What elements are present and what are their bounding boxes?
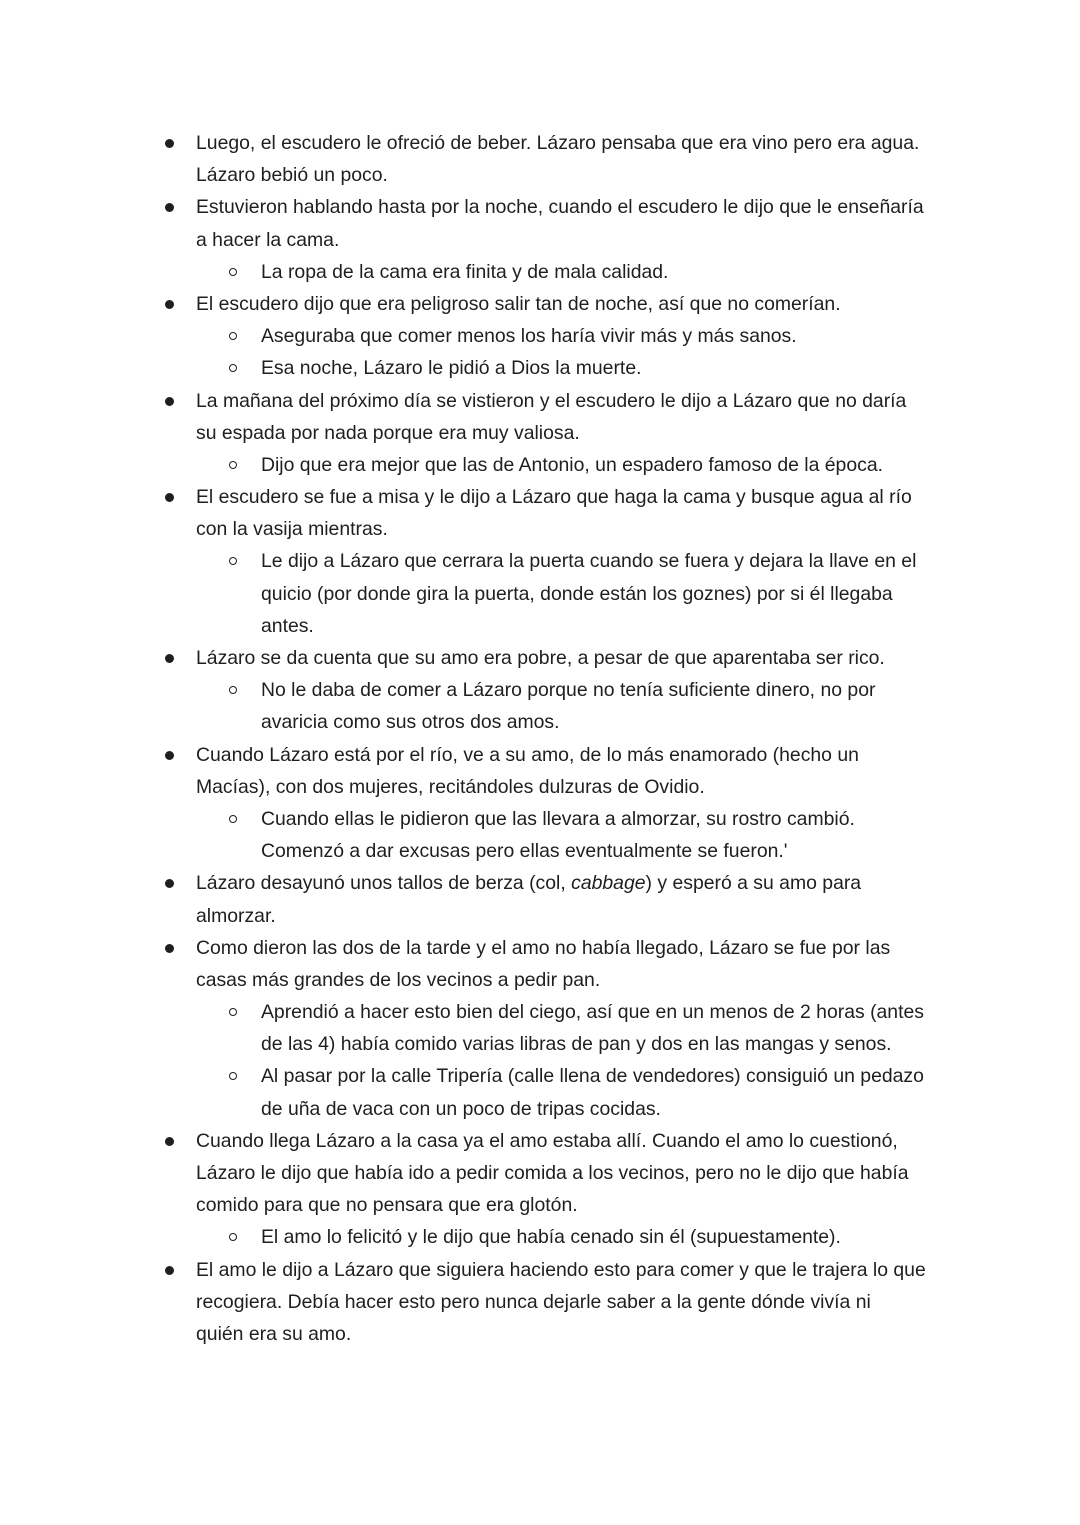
sub-bullet-icon bbox=[229, 332, 237, 340]
item-text: Lázaro le dijo que había ido a pedir comida a los vecinos, pero no le dijo que había bbox=[196, 1162, 909, 1184]
list-item-continuation bbox=[0, 771, 1080, 803]
sub-item-text: No le daba de comer a Lázaro porque no tenía suficiente dinero, no por bbox=[261, 679, 876, 702]
list-item bbox=[0, 481, 1080, 513]
list-item bbox=[0, 1125, 1080, 1157]
list-item-continuation bbox=[0, 159, 1080, 191]
sub-item-text: Esa noche, Lázaro le pidió a Dios la muerte. bbox=[261, 357, 642, 380]
item-text-part: ) y esperó a su amo para bbox=[645, 872, 862, 895]
item-text-italic: cabbage bbox=[571, 872, 646, 895]
sub-list-item-continuation bbox=[0, 1093, 1080, 1125]
item-text: Lázaro bebió un poco. bbox=[196, 164, 388, 187]
sub-list-item bbox=[0, 352, 1080, 384]
sub-bullet-icon bbox=[229, 1072, 237, 1080]
item-text: Como dieron las dos de la tarde y el amo no había llegado, Lázaro se fue por las bbox=[196, 936, 891, 959]
list-item-continuation bbox=[0, 900, 1080, 932]
list-item bbox=[0, 739, 1080, 771]
sub-list-item bbox=[0, 996, 1080, 1028]
bullet-icon bbox=[165, 397, 174, 406]
sub-bullet-icon bbox=[229, 1233, 237, 1241]
sub-bullet-icon bbox=[229, 268, 237, 276]
sub-list-item bbox=[0, 1060, 1080, 1092]
sub-bullet-icon bbox=[229, 815, 237, 823]
sub-item-text: Al pasar por la calle Tripería (calle llena de vendedores) consiguió un pedazo bbox=[261, 1065, 924, 1088]
sub-list-item-continuation bbox=[0, 835, 1080, 867]
item-text: El escudero se fue a misa y le dijo a Lázaro que haga la cama y busque agua al río bbox=[196, 486, 912, 509]
item-text: Cuando Lázaro está por el río, ve a su amo, de lo más enamorado (hecho un bbox=[196, 743, 859, 766]
sub-item-text: Comenzó a dar excusas pero ellas eventualmente se fueron.' bbox=[261, 840, 788, 863]
sub-list-item-continuation bbox=[0, 610, 1080, 642]
item-text: Luego, el escudero le ofreció de beber. Lázaro pensaba que era vino pero era agua. bbox=[196, 132, 920, 154]
item-text: comido para que no pensara que era glotón. bbox=[196, 1194, 578, 1217]
list-item bbox=[0, 932, 1080, 964]
sub-item-text: quicio (por donde gira la puerta, donde están los goznes) por si él llegaba bbox=[261, 582, 893, 605]
list-item-continuation bbox=[0, 1157, 1080, 1189]
item-text-part: Lázaro desayunó unos tallos de berza (col, bbox=[196, 872, 572, 895]
item-text: a hacer la cama. bbox=[196, 228, 340, 251]
sub-list-item-continuation bbox=[0, 706, 1080, 738]
item-text: su espada por nada porque era muy valiosa. bbox=[196, 421, 580, 444]
list-item bbox=[0, 642, 1080, 674]
bullet-icon bbox=[165, 139, 174, 148]
sub-list-item bbox=[0, 545, 1080, 577]
sub-item-text: Aprendió a hacer esto bien del ciego, así que en un menos de 2 horas (antes bbox=[261, 1001, 924, 1024]
item-text: casas más grandes de los vecinos a pedir pan. bbox=[196, 968, 601, 991]
list-item bbox=[0, 191, 1080, 223]
list-item-continuation bbox=[0, 417, 1080, 449]
sub-item-text: Cuando ellas le pidieron que las llevara a almorzar, su rostro cambió. bbox=[261, 807, 855, 830]
sub-list-item-continuation bbox=[0, 1028, 1080, 1060]
sub-list-item bbox=[0, 674, 1080, 706]
sub-list-item bbox=[0, 1221, 1080, 1253]
item-text: Lázaro se da cuenta que su amo era pobre, a pesar de que aparentaba ser rico. bbox=[196, 647, 885, 669]
list-item-continuation bbox=[0, 1189, 1080, 1221]
item-text: Estuvieron hablando hasta por la noche, cuando el escudero le dijo que le enseñaría bbox=[196, 196, 924, 219]
item-text: almorzar. bbox=[196, 904, 276, 927]
list-item bbox=[0, 385, 1080, 417]
list-item bbox=[0, 127, 1080, 159]
list-item bbox=[0, 1254, 1080, 1286]
list-item-continuation bbox=[0, 1286, 1080, 1318]
bullet-icon bbox=[165, 654, 174, 663]
bullet-icon bbox=[165, 203, 174, 212]
bullet-icon bbox=[165, 1137, 174, 1146]
bullet-icon bbox=[165, 493, 174, 502]
sub-bullet-icon bbox=[229, 557, 237, 565]
list-item-continuation bbox=[0, 513, 1080, 545]
notes-page bbox=[0, 127, 1080, 1350]
list-item-continuation bbox=[0, 1318, 1080, 1350]
sub-list-item bbox=[0, 320, 1080, 352]
sub-bullet-icon bbox=[229, 1008, 237, 1016]
item-text: El amo le dijo a Lázaro que siguiera haciendo esto para comer y que le trajera lo que bbox=[196, 1258, 926, 1281]
bullet-icon bbox=[165, 1266, 174, 1275]
item-text: recogiera. Debía hacer esto pero nunca dejarle saber a la gente dónde vivía ni bbox=[196, 1290, 871, 1313]
sub-list-item bbox=[0, 803, 1080, 835]
sub-item-text: La ropa de la cama era finita y de mala calidad. bbox=[261, 260, 669, 283]
item-text: quién era su amo. bbox=[196, 1322, 352, 1345]
sub-item-text: Aseguraba que comer menos los haría vivir más y más sanos. bbox=[261, 325, 797, 348]
bullet-icon bbox=[165, 300, 174, 309]
list-item bbox=[0, 867, 1080, 899]
sub-item-text: avaricia como sus otros dos amos. bbox=[261, 711, 560, 734]
bullet-icon bbox=[165, 879, 174, 888]
sub-item-text: de las 4) había comido varias libras de pan y dos en las mangas y senos. bbox=[261, 1033, 892, 1056]
sub-list-item bbox=[0, 256, 1080, 288]
item-text: El escudero dijo que era peligroso salir tan de noche, así que no comerían. bbox=[196, 292, 841, 315]
list-item-continuation bbox=[0, 224, 1080, 256]
bullet-icon bbox=[165, 944, 174, 953]
bullet-icon bbox=[165, 751, 174, 760]
sub-list-item-continuation bbox=[0, 578, 1080, 610]
sub-bullet-icon bbox=[229, 461, 237, 469]
sub-item-text: El amo lo felicitó y le dijo que había cenado sin él (supuestamente). bbox=[261, 1226, 841, 1249]
item-text: con la vasija mientras. bbox=[196, 518, 388, 541]
sub-item-text: Le dijo a Lázaro que cerrara la puerta cuando se fuera y dejara la llave en el bbox=[261, 550, 917, 573]
sub-bullet-icon bbox=[229, 364, 237, 372]
sub-item-text: de uña de vaca con un poco de tripas cocidas. bbox=[261, 1097, 661, 1120]
list-item bbox=[0, 288, 1080, 320]
item-text: Cuando llega Lázaro a la casa ya el amo estaba allí. Cuando el amo lo cuestionó, bbox=[196, 1129, 898, 1152]
sub-item-text: antes. bbox=[261, 614, 314, 637]
item-text: La mañana del próximo día se vistieron y el escudero le dijo a Lázaro que no daría bbox=[196, 389, 907, 412]
list-item-continuation bbox=[0, 964, 1080, 996]
sub-item-text: Dijo que era mejor que las de Antonio, un espadero famoso de la época. bbox=[261, 453, 883, 476]
sub-bullet-icon bbox=[229, 686, 237, 694]
sub-list-item bbox=[0, 449, 1080, 481]
item-text: Macías), con dos mujeres, recitándoles dulzuras de Ovidio. bbox=[196, 775, 705, 798]
